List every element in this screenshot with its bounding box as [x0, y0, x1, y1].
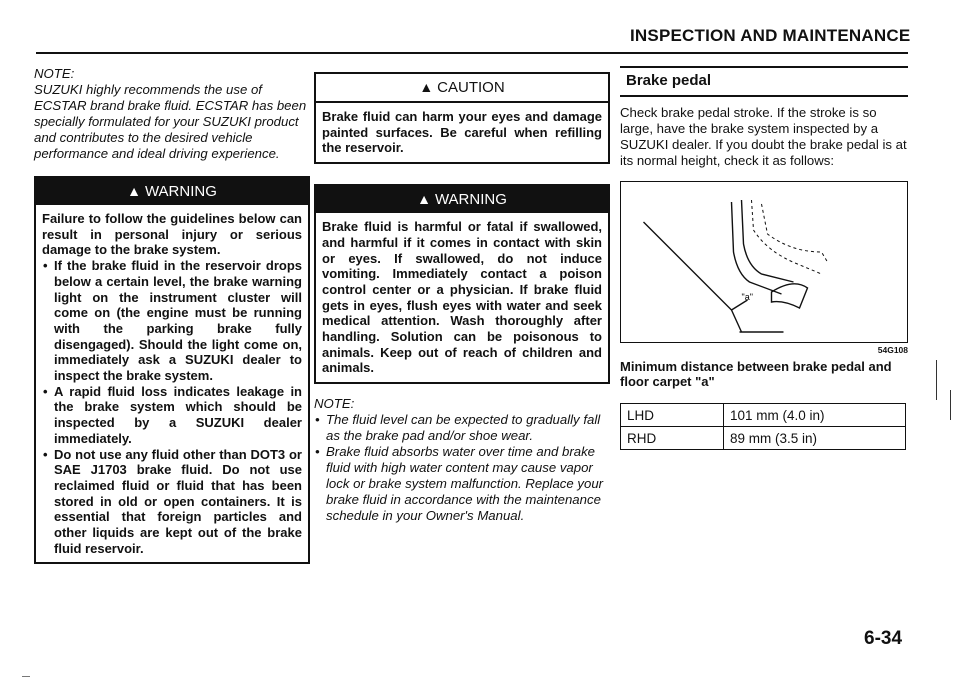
warning-list	[42, 258, 302, 556]
note-text: SUZUKI highly recommends the use of ECSTAR brand brake fluid. ECSTAR has been specially formulated for your SUZUKI product and contributes to the desired vehicle performance and ideal driving experience.	[34, 82, 307, 161]
pedal-arm-outline	[732, 202, 782, 294]
warning-triangle-icon: ▲	[417, 191, 431, 208]
warning-list-item: • Do not use any fluid other than DOT3 or SAE J1703 brake fluid. Do not use reclaimed fluid or fluid that has been stored in old or open containers. It is essential that foreign particles and other liquids are kept out of the brake fluid reservoir.	[54, 447, 302, 557]
warning-list-item: • If the brake fluid in the reservoir drops below a certain level, the brake warning light on the instrument cluster will come on (the engine must be running with the parking brake fully disengaged). Should the light come on, immediately ask a SUZUKI dealer to inspect the brake system.	[54, 258, 302, 384]
column-right	[620, 66, 908, 450]
section-body: Check brake pedal stroke. If the stroke is so large, have the brake system inspected by a SUZUKI dealer. If you doubt the brake pedal is at its normal height, check it as follows:	[620, 105, 907, 168]
note-label-2: NOTE:	[314, 396, 355, 412]
warning-triangle-icon: ▲	[127, 183, 141, 199]
dashed-travel-line-2	[762, 204, 828, 262]
caution-title-text: CAUTION	[437, 79, 505, 96]
header-rule	[36, 52, 908, 54]
table-cell-value: 101 mm (4.0 in)	[724, 404, 906, 427]
column-left	[34, 66, 310, 564]
margin-mark	[936, 360, 937, 400]
table-cell-key: RHD	[621, 427, 724, 450]
section-title: Brake pedal	[620, 66, 908, 97]
warning-box-body	[36, 205, 308, 562]
warning-2-title-text: WARNING	[434, 191, 507, 209]
caution-box-title	[316, 74, 608, 103]
page-number: 6-34	[864, 628, 903, 649]
figure-code: 54G108	[877, 345, 908, 355]
pedal-pad	[772, 284, 808, 308]
warning-list-item: • A rapid fluid loss indicates leakage in the brake system which should be inspected by a SUZUKI dealer immediately.	[54, 384, 302, 447]
running-header: INSPECTION AND MAINTENANCE	[630, 26, 911, 45]
table-row	[621, 427, 906, 450]
note-list-item: • Brake fluid absorbs water over time and brake fluid with high water content may cause vapor lock or brake system malfunction. Replace your brake fluid in accordance with the maintenance schedule in your Owner's Manual.	[326, 444, 610, 524]
warning-box-2-body: Brake fluid is harmful or fatal if swallowed, and harmful if it comes in contact with skin or eyes. If swallowed, do not induce vomiting. Immediately contact a poison control center or a physician. If brake fluid gets in eyes, flush eyes with water and seek medical attention. Wash thoroughly after handling. Solution can be poisonous to animals. Keep out of reach of children and animals.	[322, 219, 602, 376]
note-block-2	[314, 396, 610, 524]
table-cell-key: LHD	[621, 404, 724, 427]
figure-caption: Minimum distance between brake pedal and floor carpet "a"	[620, 359, 892, 389]
pedal-arm-outline-2	[742, 200, 794, 282]
caution-box-body: Brake fluid can harm your eyes and damage painted surfaces. Be careful when refilling the reservoir.	[322, 109, 602, 156]
crop-mark	[22, 676, 30, 677]
warning-box	[34, 176, 310, 564]
caution-box	[314, 72, 610, 164]
column-middle	[314, 66, 610, 524]
distance-table	[620, 403, 906, 450]
table-row	[621, 404, 906, 427]
table-cell-value: 89 mm (3.5 in)	[724, 427, 906, 450]
brake-pedal-diagram	[621, 182, 907, 342]
figure-dimension-label: "a"	[741, 292, 753, 302]
note-label: NOTE:	[34, 66, 75, 81]
warning-box-2-title	[316, 186, 608, 213]
margin-mark	[950, 390, 951, 420]
floor-line	[644, 222, 742, 332]
warning-box-2	[314, 184, 610, 384]
note-list-item: • The fluid level can be expected to gradually fall as the brake pad and/or shoe wear.	[326, 412, 610, 444]
warning-box-title	[36, 178, 308, 205]
warning-title-text: WARNING	[144, 183, 217, 200]
dashed-travel-line	[752, 200, 822, 274]
note-list	[314, 412, 610, 524]
brake-pedal-figure	[620, 181, 908, 343]
caution-triangle-icon: ▲	[419, 79, 434, 95]
note-block	[34, 66, 310, 162]
warning-intro: Failure to follow the guidelines below can result in personal injury or serious damage to the brake system.	[42, 211, 302, 258]
